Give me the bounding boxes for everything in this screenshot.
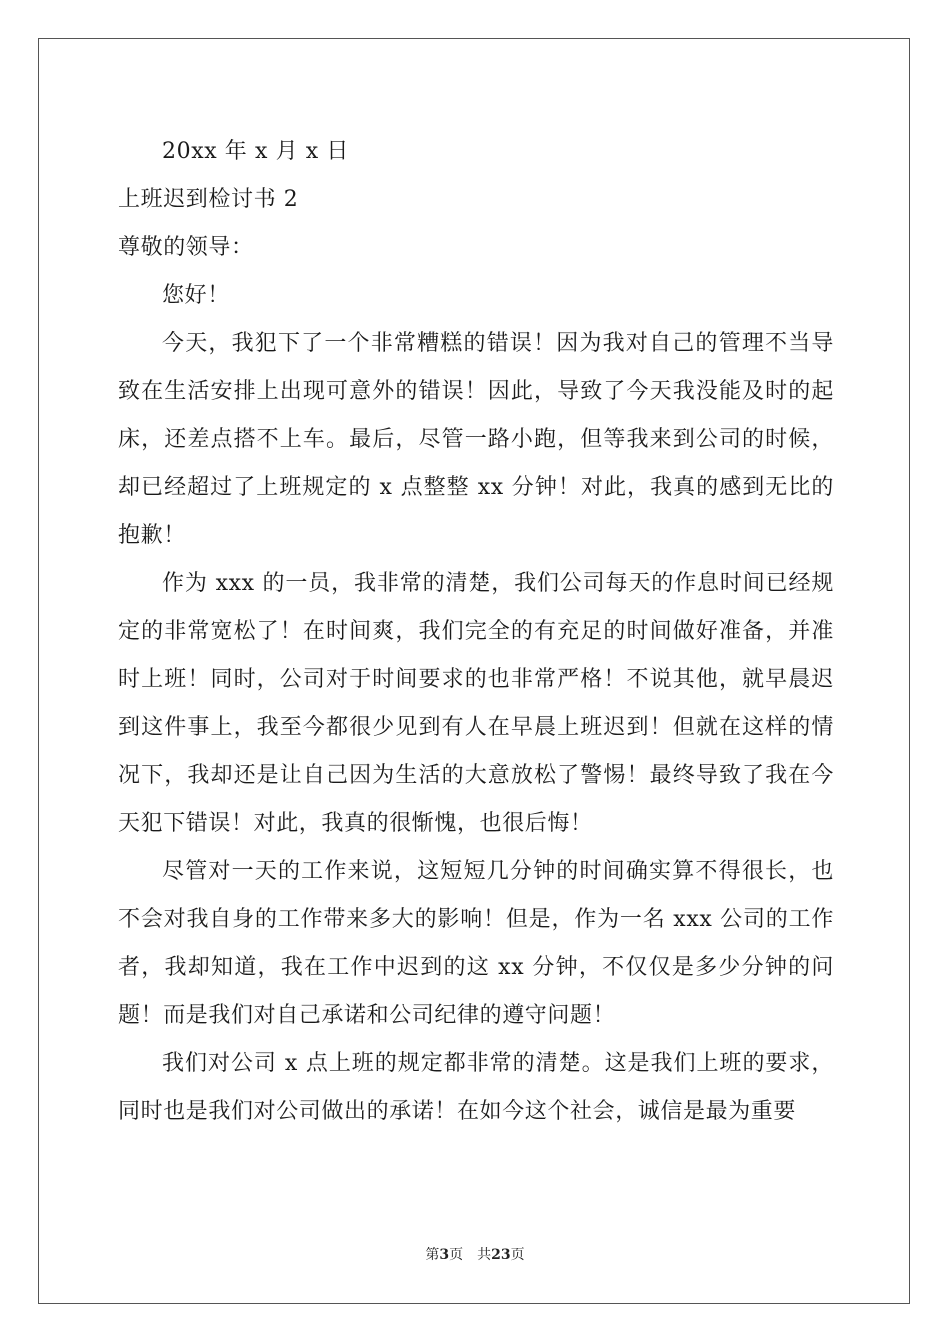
date-line: 20xx 年 x 月 x 日 <box>162 139 349 164</box>
paragraph-4: 我们对公司 x 点上班的规定都非常的清楚。这是我们上班的要求，同时也是我们对公司做出的承诺！在如今这个社会，诚信是最为重要 <box>118 1051 834 1124</box>
current-page-number: 3 <box>439 1247 450 1263</box>
page-mid: 页 共 <box>449 1247 492 1263</box>
document-title: 上班迟到检讨书 2 <box>118 187 299 212</box>
page-prefix: 第 <box>425 1247 440 1263</box>
document-body <box>118 128 834 1136</box>
paragraph-1: 今天，我犯下了一个非常糟糕的错误！因为我对自己的管理不当导致在生活安排上出现可意外的错误！因此，导致了今天我没能及时的起床，还差点搭不上车。最后，尽管一路小跑，但等我来到公司的时候，却已经超过了上班规定的 x 点整整 xx 分钟！对此，我真的感到无比的抱歉！ <box>118 331 834 548</box>
page-suffix: 页 <box>510 1247 525 1263</box>
paragraph-3: 尽管对一天的工作来说，这短短几分钟的时间确实算不得很长，也不会对我自身的工作带来多大的影响！但是，作为一名 xxx 公司的工作者，我却知道，我在工作中迟到的这 xx 分钟，不仅仅是多少分钟的问题！而是我们对自己承诺和公司纪律的遵守问题！ <box>118 859 834 1028</box>
paragraph-2: 作为 xxx 的一员，我非常的清楚，我们公司每天的作息时间已经规定的非常宽松了！在时间爽，我们完全的有充足的时间做好准备，并准时上班！同时，公司对于时间要求的也非常严格！不说其他，就早晨迟到这件事上，我至今都很少见到有人在早晨上班迟到！但就在这样的情况下，我却还是让自己因为生活的大意放松了警惕！最终导致了我在今天犯下错误！对此，我真的很惭愧，也很后悔！ <box>118 571 834 836</box>
salutation: 尊敬的领导： <box>118 235 254 260</box>
page-footer <box>0 1244 950 1264</box>
greeting: 您好！ <box>162 283 230 308</box>
total-page-count: 23 <box>491 1247 511 1263</box>
